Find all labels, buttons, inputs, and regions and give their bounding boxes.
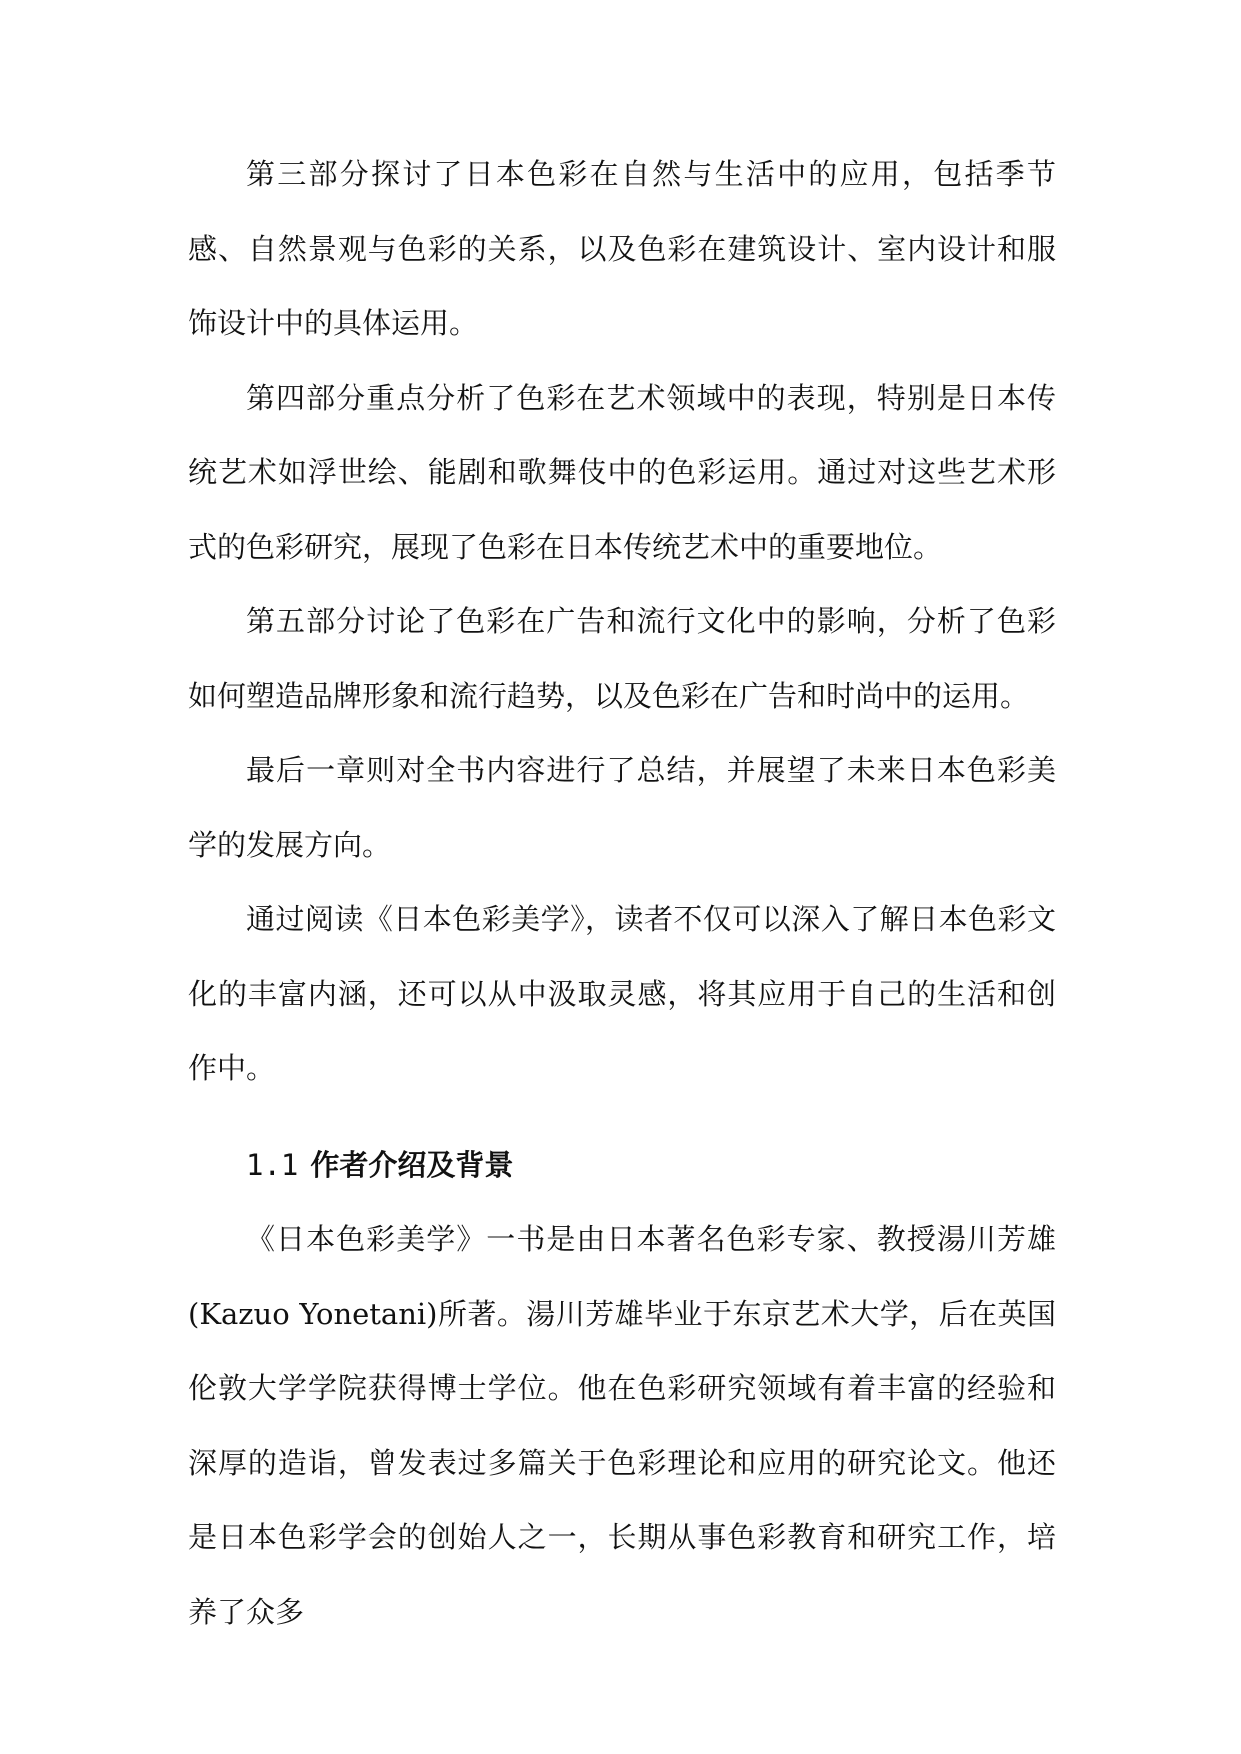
paragraph-final-chapter: 最后一章则对全书内容进行了总结，并展望了未来日本色彩美学的发展方向。: [188, 753, 1056, 862]
paragraph-author-intro: 《日本色彩美学》一书是由日本著名色彩专家、教授湯川芳雄(Kazuo Yonetani)所著。湯川芳雄毕业于东京艺术大学，后在英国伦敦大学学院获得博士学位。他在色彩研究领域有着丰富的经验和深厚的造诣，曾发表过多篇关于色彩理论和应用的研究论文。他还是日本色彩学会的创始人之一，长期从事色彩教育和研究工作，培养了众多: [188, 1222, 1056, 1629]
section-number: 1.1: [246, 1147, 299, 1182]
paragraph-part-four: 第四部分重点分析了色彩在艺术领域中的表现，特别是日本传统艺术如浮世绘、能剧和歌舞伎中的色彩运用。通过对这些艺术形式的色彩研究，展现了色彩在日本传统艺术中的重要地位。: [188, 380, 1056, 564]
paragraph-part-five: 第五部分讨论了色彩在广告和流行文化中的影响，分析了色彩如何塑造品牌形象和流行趋势，以及色彩在广告和时尚中的运用。: [188, 604, 1056, 713]
document-body: [188, 137, 1056, 1649]
section-heading: [188, 1128, 1056, 1203]
paragraph-part-three: 第三部分探讨了日本色彩在自然与生活中的应用，包括季节感、自然景观与色彩的关系，以及色彩在建筑设计、室内设计和服饰设计中的具体运用。: [188, 157, 1056, 340]
section-title: 作者介绍及背景: [310, 1147, 514, 1182]
paragraph-conclusion: 通过阅读《日本色彩美学》，读者不仅可以深入了解日本色彩文化的丰富内涵，还可以从中汲取灵感，将其应用于自己的生活和创作中。: [188, 902, 1056, 1085]
